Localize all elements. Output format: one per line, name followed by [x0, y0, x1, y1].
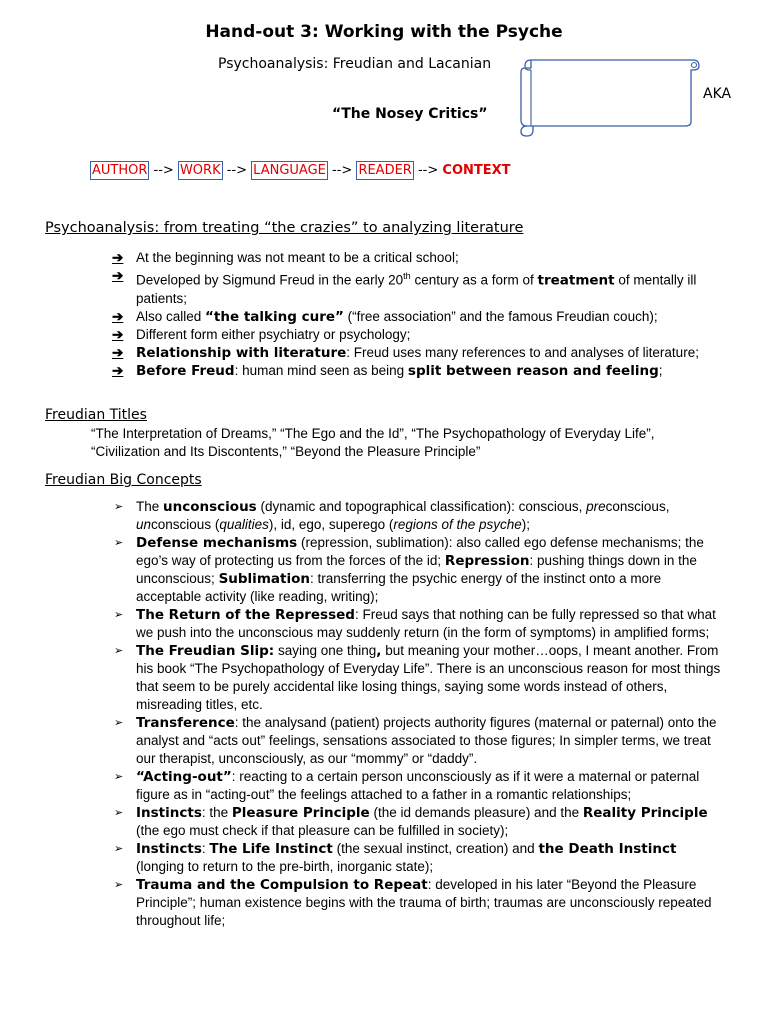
section-heading-titles: Freudian Titles — [45, 407, 147, 423]
arrow-bullet-icon: ➔ — [112, 250, 124, 265]
list-item: ➔ Also called “the talking cure” (“free association” and the famous Freudian couch); — [112, 308, 658, 325]
flow-arrow: --> — [332, 163, 353, 178]
flow-work: WORK — [179, 163, 221, 178]
aka-label: AKA — [703, 86, 732, 102]
nickname: “The Nosey Critics” — [332, 106, 488, 122]
list-item: ➢ Instincts: The Life Instinct (the sexual instinct, creation) and the Death Instinct (longing to return to the pre-birth, inorganic state); — [114, 841, 677, 874]
arrow-bullet-icon: ➔ — [112, 344, 124, 360]
concepts-list — [114, 498, 726, 930]
flow-arrow: --> — [417, 163, 439, 178]
flow-context: CONTEXT — [442, 163, 511, 178]
arrow-bullet-icon: ➔ — [112, 326, 124, 342]
arrow-bullet-icon: ➔ — [112, 362, 124, 378]
arrow-bullet-icon: ➔ — [112, 268, 124, 283]
arrowhead-bullet-icon: ➢ — [114, 645, 124, 657]
list-item: ➔ At the beginning was not meant to be a critical school; — [112, 250, 459, 265]
flow-arrow: --> — [226, 163, 248, 178]
arrowhead-bullet-icon: ➢ — [114, 843, 124, 855]
section-heading-psychoanalysis: Psychoanalysis: from treating “the crazies” to analyzing literature — [45, 220, 524, 236]
list-item: ➔ Before Freud: human mind seen as being split between reason and feeling; — [112, 362, 663, 379]
list-item: ➢ The unconscious (dynamic and topographical classification): conscious, preconscious, unconscious (qualities), id, ego, superego (regions of the psyche); — [114, 499, 670, 532]
list-item: ➔ Different form either psychiatry or psychology; — [112, 326, 411, 342]
flow-reader: READER — [358, 163, 412, 178]
list-item: ➢ Instincts: the Pleasure Principle (the id demands pleasure) and the Reality Principle (the ego must check if that pleasure can be fulfilled in society); — [114, 805, 708, 838]
arrowhead-bullet-icon: ➢ — [114, 537, 124, 549]
author-flow — [90, 163, 511, 178]
page-subtitle: Psychoanalysis: Freudian and Lacanian — [218, 56, 492, 72]
arrowhead-bullet-icon: ➢ — [114, 771, 124, 783]
list-item: ➢ Trauma and the Compulsion to Repeat: developed in his later “Beyond the Pleasure Principle”; human existence begins with the trauma of birth; traumas are unconsciously repeated throughout life; — [114, 877, 712, 928]
arrow-bullet-icon: ➔ — [112, 308, 124, 324]
list-item: ➢ The Freudian Slip: saying one thing, but meaning your mother…oops, I meant another. From his book “The Psychopathology of Everyday Life”. There is an unconscious reason for most things that seem to be purely accidental like losing things, saying some words instead of others, misreading titles, etc. — [114, 643, 721, 712]
arrowhead-bullet-icon: ➢ — [114, 717, 124, 729]
section-heading-concepts: Freudian Big Concepts — [45, 472, 202, 488]
list-item: ➢ Transference: the analysand (patient) projects authority figures (maternal or paternal) onto the analyst and “acts out” feelings, sensations associated to those figures; In simpler terms, we treat our therapist, unconsciously, as our “mommy” or “daddy”. — [114, 715, 717, 766]
scroll-banner-icon — [515, 56, 701, 138]
list-item: ➔ Relationship with literature: Freud uses many references to and analyses of literature; — [112, 344, 699, 361]
flow-language: LANGUAGE — [253, 163, 326, 178]
psychoanalysis-list — [112, 249, 726, 380]
list-item: ➢ The Return of the Repressed: Freud says that nothing can be fully repressed so that what we push into the unconscious may suddenly return (in the form of symptoms) in amplified forms; — [114, 607, 716, 640]
flow-author: AUTHOR — [92, 163, 148, 178]
flow-arrow: --> — [153, 163, 174, 178]
arrowhead-bullet-icon: ➢ — [114, 609, 124, 621]
list-item: ➢ “Acting-out”: reacting to a certain person unconsciously as if it were a maternal or paternal figure as in “acting-out” the feelings attached to a father in a romantic relationships; — [114, 769, 700, 802]
arrowhead-bullet-icon: ➢ — [114, 501, 124, 513]
list-item: ➢ Defense mechanisms (repression, sublimation): also called ego defense mechanisms; the ego’s way of protecting us from the forces of the id; Repression: pushing things down in the unconscious; Sublimation: transferring the psychic energy of the instinct onto a more acceptable activity (like reading, writing); — [114, 535, 704, 604]
arrowhead-bullet-icon: ➢ — [114, 807, 124, 819]
titles-text: “The Interpretation of Dreams,” “The Ego and the Id”, “The Psychopathology of Everyday Life”, “Civilization and Its Discontents,” “Beyond the Pleasure Principle” — [91, 426, 655, 459]
arrowhead-bullet-icon: ➢ — [114, 879, 124, 891]
page-title: Hand-out 3: Working with the Psyche — [205, 22, 563, 42]
list-item: ➔ Developed by Sigmund Freud in the early 20th century as a form of treatment of mentally ill patients; — [112, 268, 697, 306]
